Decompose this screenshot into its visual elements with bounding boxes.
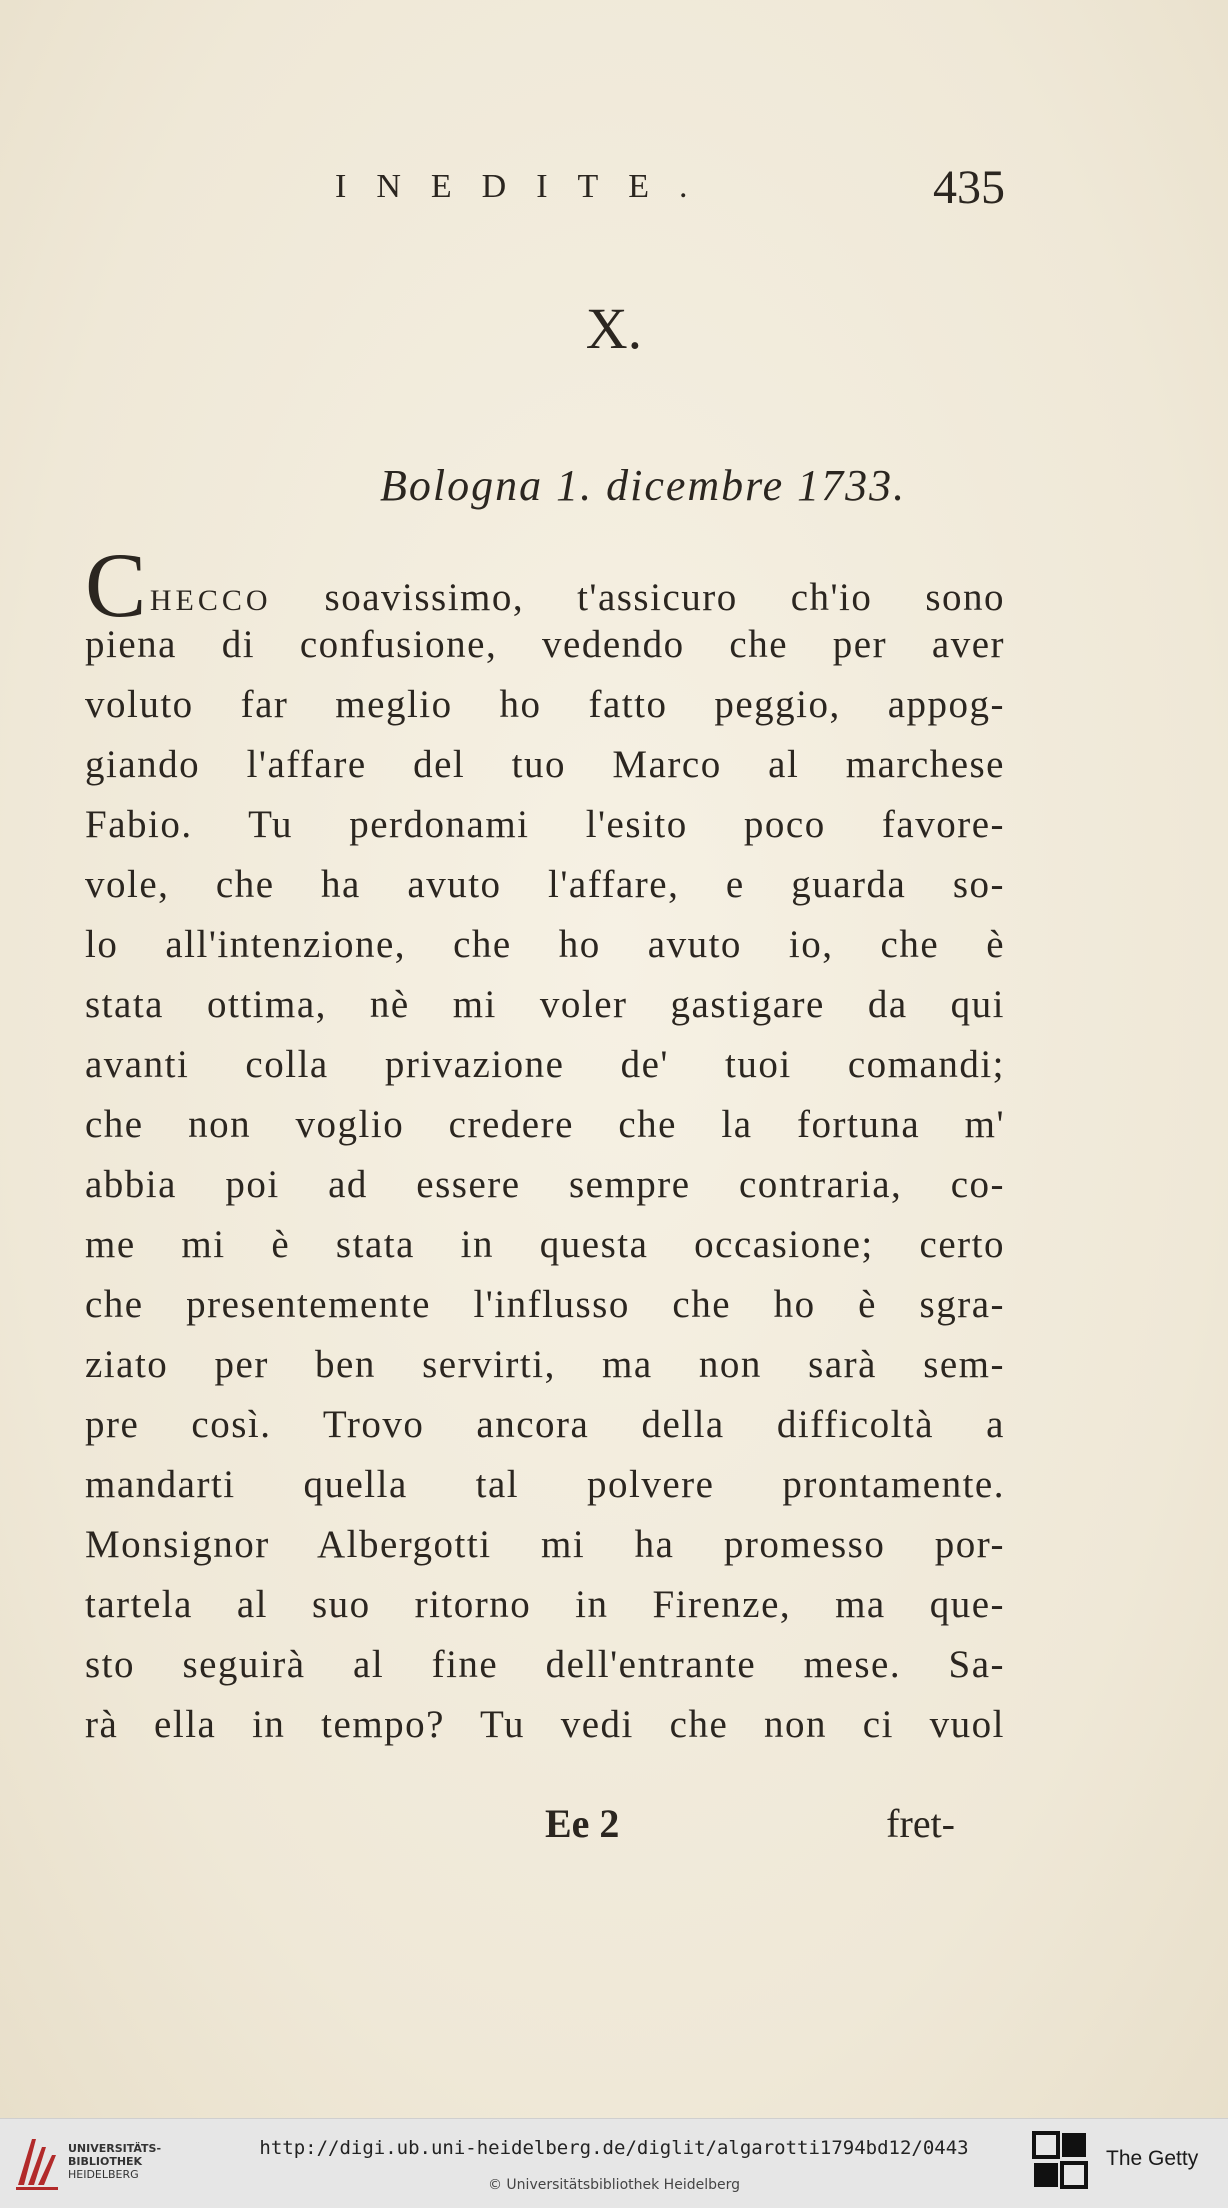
body-line: vole, che ha avuto l'affare, e guarda so- bbox=[85, 863, 1005, 906]
running-head-title: INEDITE. bbox=[335, 168, 718, 205]
permalink-url[interactable]: http://digi.ub.uni-heidelberg.de/diglit/algarotti1794bd12/0443 bbox=[259, 2137, 969, 2159]
partner-name: The Getty bbox=[1106, 2147, 1199, 2170]
first-word-smallcaps: HECCO bbox=[149, 584, 272, 617]
body-line: lo all'intenzione, che ho avuto io, che è bbox=[85, 923, 1005, 966]
body-line: avanti colla privazione de' tuoi comandi; bbox=[85, 1043, 1005, 1086]
drop-cap: C bbox=[85, 534, 148, 636]
library-name-line: UNIVERSITÄTS- bbox=[68, 2142, 162, 2155]
body-line: ziato per ben servirti, ma non sarà sem- bbox=[85, 1343, 1005, 1386]
body-line: rà ella in tempo? Tu vedi che non ci vuol bbox=[85, 1703, 1005, 1746]
body-line: che presentemente l'influsso che ho è sgra- bbox=[85, 1283, 1005, 1326]
first-line-text: soavissimo, t'assicuro ch'io sono bbox=[324, 576, 1006, 619]
body-line: piena di confusione, vedendo che per aver bbox=[85, 623, 1005, 666]
getty-emblem-icon bbox=[1032, 2131, 1088, 2191]
library-name-line: HEIDELBERG bbox=[68, 2168, 139, 2181]
body-line: giando l'affare del tuo Marco al marchese bbox=[85, 743, 1005, 786]
viewer-footer bbox=[0, 2118, 1228, 2208]
body-line: che non voglio credere che la fortuna m' bbox=[85, 1103, 1005, 1146]
letter-number: X. bbox=[585, 296, 643, 361]
page-number: 435 bbox=[933, 161, 1005, 214]
body-line: voluto far meglio ho fatto peggio, appog- bbox=[85, 683, 1005, 726]
body-line: stata ottima, nè mi voler gastigare da qui bbox=[85, 983, 1005, 1026]
body-line: me mi è stata in questa occasione; certo bbox=[85, 1223, 1005, 1266]
catchline bbox=[545, 1800, 965, 1860]
body-line: pre così. Trovo ancora della difficoltà a bbox=[85, 1403, 1005, 1446]
letter-body bbox=[85, 534, 1006, 1755]
body-line: abbia poi ad essere sempre contraria, co- bbox=[85, 1163, 1005, 1206]
copyright-notice: © Universitätsbibliothek Heidelberg bbox=[487, 2177, 740, 2193]
body-line bbox=[85, 534, 1006, 636]
getty-logo-icon[interactable] bbox=[1032, 2131, 1088, 2191]
body-line: Monsignor Albergotti mi ha promesso por- bbox=[85, 1523, 1005, 1566]
body-line: Fabio. Tu perdonami l'esito poco favore- bbox=[85, 803, 1005, 846]
running-head bbox=[335, 160, 1015, 220]
body-line: mandarti quella tal polvere prontamente. bbox=[85, 1463, 1005, 1506]
library-name-line: BIBLIOTHEK bbox=[68, 2155, 143, 2168]
body-line: sto seguirà al fine dell'entrante mese. Sa- bbox=[85, 1643, 1005, 1686]
catchword: fret- bbox=[886, 1801, 955, 1846]
dateline: Bologna 1. dicembre 1733. bbox=[380, 461, 907, 510]
signature-mark: Ee 2 bbox=[545, 1801, 620, 1846]
body-line: tartela al suo ritorno in Firenze, ma que- bbox=[85, 1583, 1005, 1626]
